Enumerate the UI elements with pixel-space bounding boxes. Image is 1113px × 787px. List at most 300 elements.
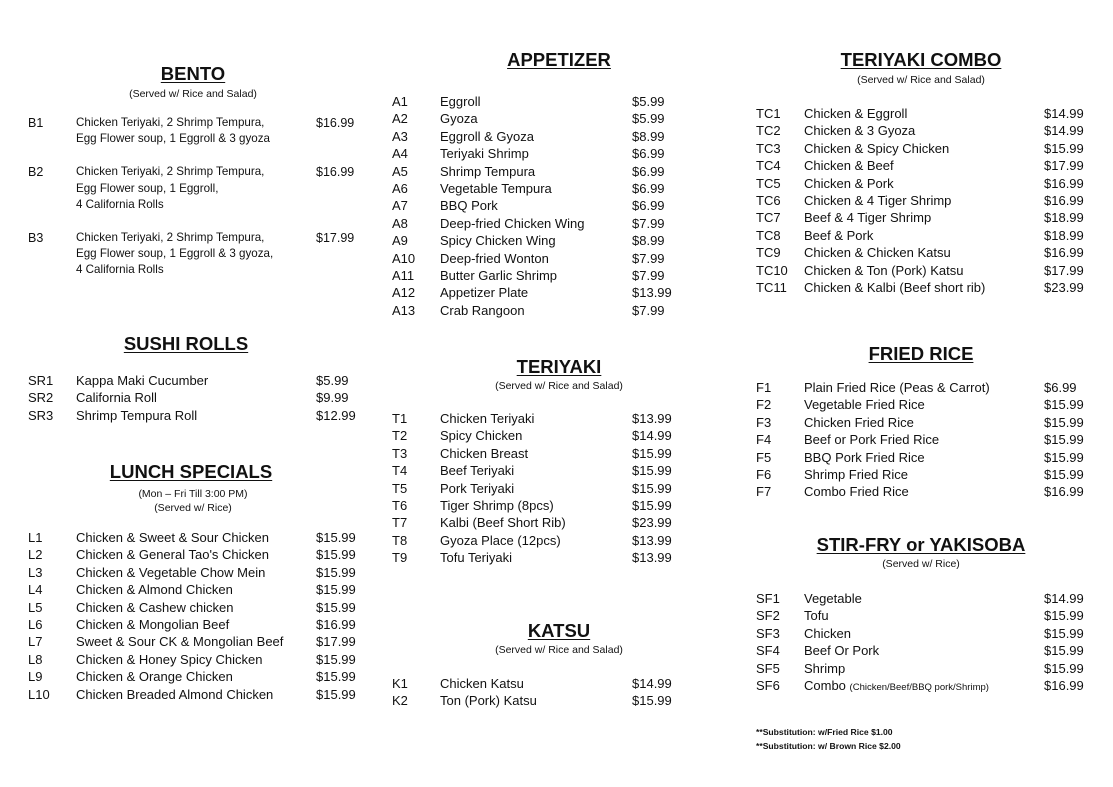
menu-item bbox=[392, 532, 674, 549]
item-price: $5.99 bbox=[632, 94, 665, 109]
item-name: Chicken & Kalbi (Beef short rib) bbox=[804, 279, 986, 295]
menu-item bbox=[756, 140, 1086, 157]
item-name: Spicy Chicken Wing bbox=[440, 233, 556, 249]
item-code: SF4 bbox=[756, 643, 780, 659]
item-code: A10 bbox=[392, 250, 416, 266]
stir-fry-section bbox=[756, 534, 1086, 694]
item-name: Tofu Teriyaki bbox=[440, 550, 513, 566]
item-price: $15.99 bbox=[1044, 625, 1084, 641]
item-code: F6 bbox=[756, 466, 772, 482]
item-price: $15.99 bbox=[1044, 397, 1084, 413]
item-code: F1 bbox=[756, 380, 772, 395]
item-name: Chicken & Vegetable Chow Mein bbox=[76, 564, 266, 580]
item-code: A5 bbox=[392, 163, 408, 179]
menu-item bbox=[392, 163, 674, 180]
item-code: L8 bbox=[28, 651, 43, 667]
item-name: Chicken & General Tao's Chicken bbox=[76, 547, 270, 563]
item-price: $17.99 bbox=[316, 634, 356, 650]
lunch-specials-hours: (Mon – Fri Till 3:00 PM) bbox=[138, 488, 248, 500]
item-description bbox=[76, 115, 291, 147]
item-code: TC10 bbox=[756, 262, 788, 278]
item-code: SR2 bbox=[28, 390, 54, 406]
item-name: Crab Rangoon bbox=[440, 302, 525, 318]
item-name: Chicken Breast bbox=[440, 445, 529, 461]
menu-item bbox=[28, 686, 358, 703]
item-code: F3 bbox=[756, 414, 772, 430]
menu-item bbox=[392, 692, 674, 709]
item-code: A2 bbox=[392, 111, 408, 127]
appetizer-items bbox=[392, 93, 674, 319]
item-name bbox=[804, 677, 989, 696]
menu-item bbox=[392, 514, 674, 531]
item-price: $15.99 bbox=[316, 599, 356, 615]
item-name: Chicken & Beef bbox=[804, 158, 894, 174]
menu-item bbox=[28, 164, 358, 213]
item-name: Appetizer Plate bbox=[440, 285, 529, 301]
menu-item bbox=[392, 427, 674, 444]
menu-item bbox=[756, 379, 1086, 396]
item-name: Shrimp Tempura bbox=[440, 163, 536, 179]
item-name: BBQ Pork Fried Rice bbox=[804, 449, 925, 465]
item-code: L5 bbox=[28, 599, 43, 615]
substitution-brown-rice: **Substitution: w/ Brown Rice $2.00 bbox=[756, 740, 901, 751]
item-code: L3 bbox=[28, 564, 43, 580]
item-name: Combo Fried Rice bbox=[804, 484, 909, 500]
item-code: F4 bbox=[756, 432, 772, 448]
item-price: $15.99 bbox=[1044, 449, 1084, 465]
item-code: L6 bbox=[28, 616, 43, 632]
lunch-specials-title: LUNCH SPECIALS bbox=[109, 461, 273, 482]
appetizer-title: APPETIZER bbox=[507, 49, 611, 70]
bento-items bbox=[28, 115, 358, 279]
item-code: TC5 bbox=[756, 175, 781, 191]
item-description bbox=[76, 164, 291, 213]
item-price: $16.99 bbox=[1044, 192, 1084, 208]
katsu-section bbox=[392, 620, 674, 710]
item-name: Chicken & Mongolian Beef bbox=[76, 616, 230, 632]
item-price: $15.99 bbox=[632, 463, 672, 479]
menu-item bbox=[28, 651, 358, 668]
teriyaki-combo-section bbox=[756, 49, 1086, 296]
item-price: $23.99 bbox=[1044, 279, 1084, 295]
item-name: Chicken & Ton (Pork) Katsu bbox=[804, 262, 964, 278]
bento-subtitle: (Served w/ Rice and Salad) bbox=[129, 88, 257, 100]
item-price: $14.99 bbox=[632, 428, 672, 444]
katsu-title: KATSU bbox=[527, 620, 591, 641]
teriyaki-combo-items bbox=[756, 105, 1086, 296]
menu-item bbox=[28, 115, 358, 147]
menu-item bbox=[756, 677, 1086, 694]
item-code: SF6 bbox=[756, 677, 780, 693]
menu-item bbox=[756, 660, 1086, 677]
item-code: TC6 bbox=[756, 192, 781, 208]
item-description-line: Chicken Teriyaki, 2 Shrimp Tempura, bbox=[76, 165, 265, 179]
item-code: L4 bbox=[28, 582, 43, 598]
substitution-notes bbox=[756, 726, 901, 753]
item-code: TC8 bbox=[756, 227, 781, 243]
menu-item bbox=[28, 546, 358, 563]
item-price: $14.99 bbox=[1044, 123, 1084, 139]
item-name: Chicken & Eggroll bbox=[804, 106, 908, 121]
item-code: L9 bbox=[28, 669, 43, 685]
item-code: SR1 bbox=[28, 373, 54, 388]
menu-item bbox=[28, 529, 358, 546]
item-code: A7 bbox=[392, 198, 408, 214]
item-price: $15.99 bbox=[1044, 414, 1084, 430]
item-code: T1 bbox=[392, 411, 408, 426]
menu-item bbox=[392, 93, 674, 110]
item-code: A11 bbox=[392, 267, 415, 283]
item-name-text: Combo bbox=[804, 677, 846, 693]
item-code: TC3 bbox=[756, 140, 781, 156]
item-code: T3 bbox=[392, 445, 408, 461]
menu-item bbox=[392, 302, 674, 319]
item-code: SF5 bbox=[756, 660, 780, 676]
bento-section bbox=[28, 63, 358, 296]
item-code: T5 bbox=[392, 480, 408, 496]
item-price: $15.99 bbox=[316, 564, 356, 580]
bento-title: BENTO bbox=[160, 63, 226, 84]
menu-item bbox=[392, 549, 674, 566]
item-price: $15.99 bbox=[1044, 660, 1084, 676]
item-price: $15.99 bbox=[316, 530, 356, 545]
item-price: $13.99 bbox=[632, 550, 672, 566]
item-code: SR3 bbox=[28, 407, 54, 423]
item-code: L1 bbox=[28, 530, 43, 545]
item-price: $8.99 bbox=[632, 128, 665, 144]
item-name: Chicken Katsu bbox=[440, 676, 524, 691]
menu-item bbox=[756, 483, 1086, 500]
item-code: F5 bbox=[756, 449, 772, 465]
item-name: Deep-fried Wonton bbox=[440, 250, 549, 266]
item-price: $12.99 bbox=[316, 407, 356, 423]
item-code: L10 bbox=[28, 686, 50, 702]
lunch-specials-section bbox=[28, 461, 358, 703]
item-name: Shrimp Tempura Roll bbox=[76, 407, 198, 423]
menu-item bbox=[28, 407, 358, 424]
item-name: Beef or Pork Fried Rice bbox=[804, 432, 940, 448]
item-price: $8.99 bbox=[632, 233, 665, 249]
menu-item bbox=[392, 250, 674, 267]
item-note: (Chicken/Beef/BBQ pork/Shrimp) bbox=[849, 681, 989, 693]
item-code: TC1 bbox=[756, 106, 781, 121]
menu-item bbox=[28, 668, 358, 685]
menu-item bbox=[28, 230, 358, 279]
menu-item bbox=[28, 389, 358, 406]
item-name: Pork Teriyaki bbox=[440, 480, 515, 496]
menu-item bbox=[756, 122, 1086, 139]
item-price: $18.99 bbox=[1044, 227, 1084, 243]
katsu-subtitle: (Served w/ Rice and Salad) bbox=[495, 644, 623, 656]
item-price: $7.99 bbox=[632, 250, 665, 266]
item-name: Beef & Pork bbox=[804, 227, 874, 243]
item-price: $17.99 bbox=[316, 231, 355, 246]
menu-item bbox=[28, 564, 358, 581]
item-name: Chicken & Almond Chicken bbox=[76, 582, 233, 598]
menu-item bbox=[392, 197, 674, 214]
item-name: Eggroll & Gyoza bbox=[440, 128, 534, 144]
item-name: Tiger Shrimp (8pcs) bbox=[440, 497, 554, 513]
item-price: $17.99 bbox=[1044, 158, 1084, 174]
item-price: $7.99 bbox=[632, 215, 665, 231]
item-price: $6.99 bbox=[1044, 380, 1077, 395]
teriyaki-title: TERIYAKI bbox=[516, 356, 602, 377]
menu-item bbox=[756, 105, 1086, 122]
sushi-rolls-title: SUSHI ROLLS bbox=[123, 333, 249, 354]
item-price: $16.99 bbox=[1044, 175, 1084, 191]
item-code: SF2 bbox=[756, 608, 780, 624]
item-name: BBQ Pork bbox=[440, 198, 498, 214]
item-price: $16.99 bbox=[316, 116, 355, 130]
sushi-rolls-section bbox=[28, 333, 358, 424]
item-name: California Roll bbox=[76, 390, 157, 406]
item-code: B3 bbox=[28, 231, 44, 246]
menu-item bbox=[756, 642, 1086, 659]
item-code: SF1 bbox=[756, 591, 780, 606]
item-code: T9 bbox=[392, 550, 408, 566]
item-name: Kappa Maki Cucumber bbox=[76, 373, 209, 388]
item-price: $14.99 bbox=[1044, 106, 1084, 121]
item-name: Chicken bbox=[804, 625, 851, 641]
item-description-line: Egg Flower soup, 1 Eggroll & 3 gyoza, bbox=[76, 247, 274, 261]
menu-item bbox=[28, 581, 358, 598]
item-price: $15.99 bbox=[632, 445, 672, 461]
substitution-fried-rice: **Substitution: w/Fried Rice $1.00 bbox=[756, 727, 893, 737]
item-name: Shrimp Fried Rice bbox=[804, 466, 909, 482]
fried-rice-title: FRIED RICE bbox=[868, 343, 974, 364]
item-code: T7 bbox=[392, 515, 408, 531]
item-price: $18.99 bbox=[1044, 210, 1084, 226]
item-price: $15.99 bbox=[1044, 466, 1084, 482]
menu-item bbox=[756, 209, 1086, 226]
item-price: $14.99 bbox=[1044, 591, 1084, 606]
item-price: $13.99 bbox=[632, 411, 672, 426]
item-code: TC7 bbox=[756, 210, 781, 226]
item-name: Chicken & Cashew chicken bbox=[76, 599, 234, 615]
menu-item bbox=[392, 128, 674, 145]
item-code: A13 bbox=[392, 302, 416, 318]
lunch-specials-items bbox=[28, 529, 358, 703]
item-price: $23.99 bbox=[632, 515, 672, 531]
menu-item bbox=[28, 633, 358, 650]
item-name: Gyoza Place (12pcs) bbox=[440, 532, 561, 548]
menu-item bbox=[756, 466, 1086, 483]
item-name: Eggroll bbox=[440, 94, 481, 109]
item-price: $15.99 bbox=[632, 497, 672, 513]
menu-item bbox=[392, 480, 674, 497]
item-code: TC4 bbox=[756, 158, 781, 174]
menu-item bbox=[392, 145, 674, 162]
sushi-rolls-items bbox=[28, 372, 358, 424]
item-code: T4 bbox=[392, 463, 408, 479]
teriyaki-combo-subtitle: (Served w/ Rice and Salad) bbox=[857, 74, 985, 86]
item-price: $15.99 bbox=[316, 686, 356, 702]
item-price: $13.99 bbox=[632, 532, 672, 548]
menu-item bbox=[756, 431, 1086, 448]
menu-item bbox=[28, 372, 358, 389]
item-name: Chicken & Orange Chicken bbox=[76, 669, 233, 685]
item-price: $16.99 bbox=[316, 165, 355, 180]
item-price: $7.99 bbox=[632, 267, 665, 283]
menu-item bbox=[392, 497, 674, 514]
menu-item bbox=[756, 590, 1086, 607]
menu-item bbox=[392, 410, 674, 427]
item-code: L2 bbox=[28, 547, 43, 563]
item-price: $6.99 bbox=[632, 146, 665, 162]
lunch-specials-subtitle: (Served w/ Rice) bbox=[154, 502, 232, 514]
item-name: Spicy Chicken bbox=[440, 428, 523, 444]
item-code: K1 bbox=[392, 676, 408, 691]
item-code: A8 bbox=[392, 215, 408, 231]
item-name: Gyoza bbox=[440, 111, 478, 127]
menu-item bbox=[756, 262, 1086, 279]
menu-item bbox=[28, 599, 358, 616]
item-name: Kalbi (Beef Short Rib) bbox=[440, 515, 566, 531]
item-name: Butter Garlic Shrimp bbox=[440, 267, 558, 283]
item-name: Vegetable Fried Rice bbox=[804, 397, 925, 413]
item-description-line: 4 California Rolls bbox=[76, 197, 164, 211]
item-name: Beef Teriyaki bbox=[440, 463, 515, 479]
menu-item bbox=[756, 175, 1086, 192]
item-name: Beef & 4 Tiger Shrimp bbox=[804, 210, 932, 226]
item-name: Chicken & 3 Gyoza bbox=[804, 123, 916, 139]
item-code: A6 bbox=[392, 180, 408, 196]
item-name: Chicken & Spicy Chicken bbox=[804, 140, 950, 156]
teriyaki-subtitle: (Served w/ Rice and Salad) bbox=[495, 380, 623, 392]
menu-item bbox=[756, 244, 1086, 261]
item-description-line: Egg Flower soup, 1 Eggroll & 3 gyoza bbox=[76, 132, 270, 146]
item-price: $15.99 bbox=[316, 669, 356, 685]
menu-item bbox=[28, 616, 358, 633]
menu-item bbox=[392, 232, 674, 249]
item-code: B2 bbox=[28, 165, 44, 180]
item-name: Vegetable bbox=[804, 591, 862, 606]
menu-item bbox=[756, 449, 1086, 466]
item-name: Chicken Fried Rice bbox=[804, 414, 914, 430]
menu-item bbox=[756, 414, 1086, 431]
item-code: T2 bbox=[392, 428, 408, 444]
item-name: Sweet & Sour CK & Mongolian Beef bbox=[76, 634, 284, 650]
item-description-line: Chicken Teriyaki, 2 Shrimp Tempura, bbox=[76, 116, 265, 129]
item-price: $6.99 bbox=[632, 180, 665, 196]
item-name: Chicken & Pork bbox=[804, 175, 894, 191]
item-code: A12 bbox=[392, 285, 416, 301]
item-code: A9 bbox=[392, 233, 408, 249]
item-name: Vegetable Tempura bbox=[440, 180, 552, 196]
item-name: Chicken Teriyaki bbox=[440, 411, 535, 426]
katsu-items bbox=[392, 675, 674, 710]
item-code: T6 bbox=[392, 497, 408, 513]
item-price: $15.99 bbox=[316, 547, 356, 563]
item-name: Deep-fried Chicken Wing bbox=[440, 215, 585, 231]
fried-rice-items bbox=[756, 379, 1086, 501]
item-price: $5.99 bbox=[632, 111, 665, 127]
menu-item bbox=[392, 215, 674, 232]
item-code: F7 bbox=[756, 484, 772, 500]
item-code: F2 bbox=[756, 397, 772, 413]
item-name: Chicken & 4 Tiger Shrimp bbox=[804, 192, 952, 208]
item-price: $13.99 bbox=[632, 285, 672, 301]
menu-item bbox=[392, 675, 674, 692]
menu-item bbox=[756, 192, 1086, 209]
item-description-line: 4 California Rolls bbox=[76, 263, 164, 277]
stir-fry-items bbox=[756, 590, 1086, 694]
item-code: B1 bbox=[28, 116, 44, 130]
item-price: $9.99 bbox=[316, 390, 349, 406]
item-price: $15.99 bbox=[1044, 608, 1084, 624]
menu-item bbox=[392, 110, 674, 127]
appetizer-section bbox=[392, 49, 674, 319]
item-price: $16.99 bbox=[1044, 677, 1084, 693]
item-code: K2 bbox=[392, 693, 408, 709]
item-price: $15.99 bbox=[1044, 643, 1084, 659]
item-price: $15.99 bbox=[1044, 140, 1084, 156]
menu-item bbox=[756, 157, 1086, 174]
item-code: TC9 bbox=[756, 245, 781, 261]
item-code: A4 bbox=[392, 146, 408, 162]
item-code: TC11 bbox=[756, 279, 787, 295]
menu-item bbox=[756, 396, 1086, 413]
item-name: Plain Fried Rice (Peas & Carrot) bbox=[804, 380, 990, 395]
item-price: $6.99 bbox=[632, 163, 665, 179]
item-price: $6.99 bbox=[632, 198, 665, 214]
item-price: $5.99 bbox=[316, 373, 349, 388]
item-name: Shrimp bbox=[804, 660, 846, 676]
menu-item bbox=[756, 279, 1086, 296]
item-price: $7.99 bbox=[632, 302, 665, 318]
menu-item bbox=[756, 625, 1086, 642]
item-name: Chicken & Honey Spicy Chicken bbox=[76, 651, 263, 667]
item-price: $15.99 bbox=[316, 651, 356, 667]
item-price: $17.99 bbox=[1044, 262, 1084, 278]
item-name: Chicken Breaded Almond Chicken bbox=[76, 686, 274, 702]
item-description bbox=[76, 230, 291, 279]
item-price: $15.99 bbox=[632, 693, 672, 709]
item-code: A3 bbox=[392, 128, 408, 144]
item-price: $15.99 bbox=[632, 480, 672, 496]
item-code: A1 bbox=[392, 94, 408, 109]
item-price: $15.99 bbox=[1044, 432, 1084, 448]
stir-fry-subtitle: (Served w/ Rice) bbox=[882, 558, 960, 570]
menu-item bbox=[392, 284, 674, 301]
item-price: $16.99 bbox=[316, 616, 356, 632]
item-code: TC2 bbox=[756, 123, 781, 139]
item-price: $16.99 bbox=[1044, 484, 1084, 500]
menu-item bbox=[392, 180, 674, 197]
item-price: $15.99 bbox=[316, 582, 356, 598]
item-name: Chicken & Sweet & Sour Chicken bbox=[76, 530, 269, 545]
teriyaki-items bbox=[392, 410, 674, 567]
teriyaki-combo-title: TERIYAKI COMBO bbox=[840, 49, 1002, 70]
item-code: SF3 bbox=[756, 625, 780, 641]
item-price: $16.99 bbox=[1044, 245, 1084, 261]
item-code: T8 bbox=[392, 532, 408, 548]
item-name: Chicken & Chicken Katsu bbox=[804, 245, 951, 261]
menu-item bbox=[392, 462, 674, 479]
item-code: L7 bbox=[28, 634, 43, 650]
fried-rice-section bbox=[756, 343, 1086, 501]
item-name: Teriyaki Shrimp bbox=[440, 146, 529, 162]
item-name: Tofu bbox=[804, 608, 829, 624]
menu-item bbox=[756, 227, 1086, 244]
item-name: Beef Or Pork bbox=[804, 643, 880, 659]
menu-item bbox=[756, 607, 1086, 624]
menu-item bbox=[392, 267, 674, 284]
teriyaki-section bbox=[392, 356, 674, 567]
item-description-line: Egg Flower soup, 1 Eggroll, bbox=[76, 181, 219, 195]
item-price: $14.99 bbox=[632, 676, 672, 691]
item-description-line: Chicken Teriyaki, 2 Shrimp Tempura, bbox=[76, 231, 265, 245]
